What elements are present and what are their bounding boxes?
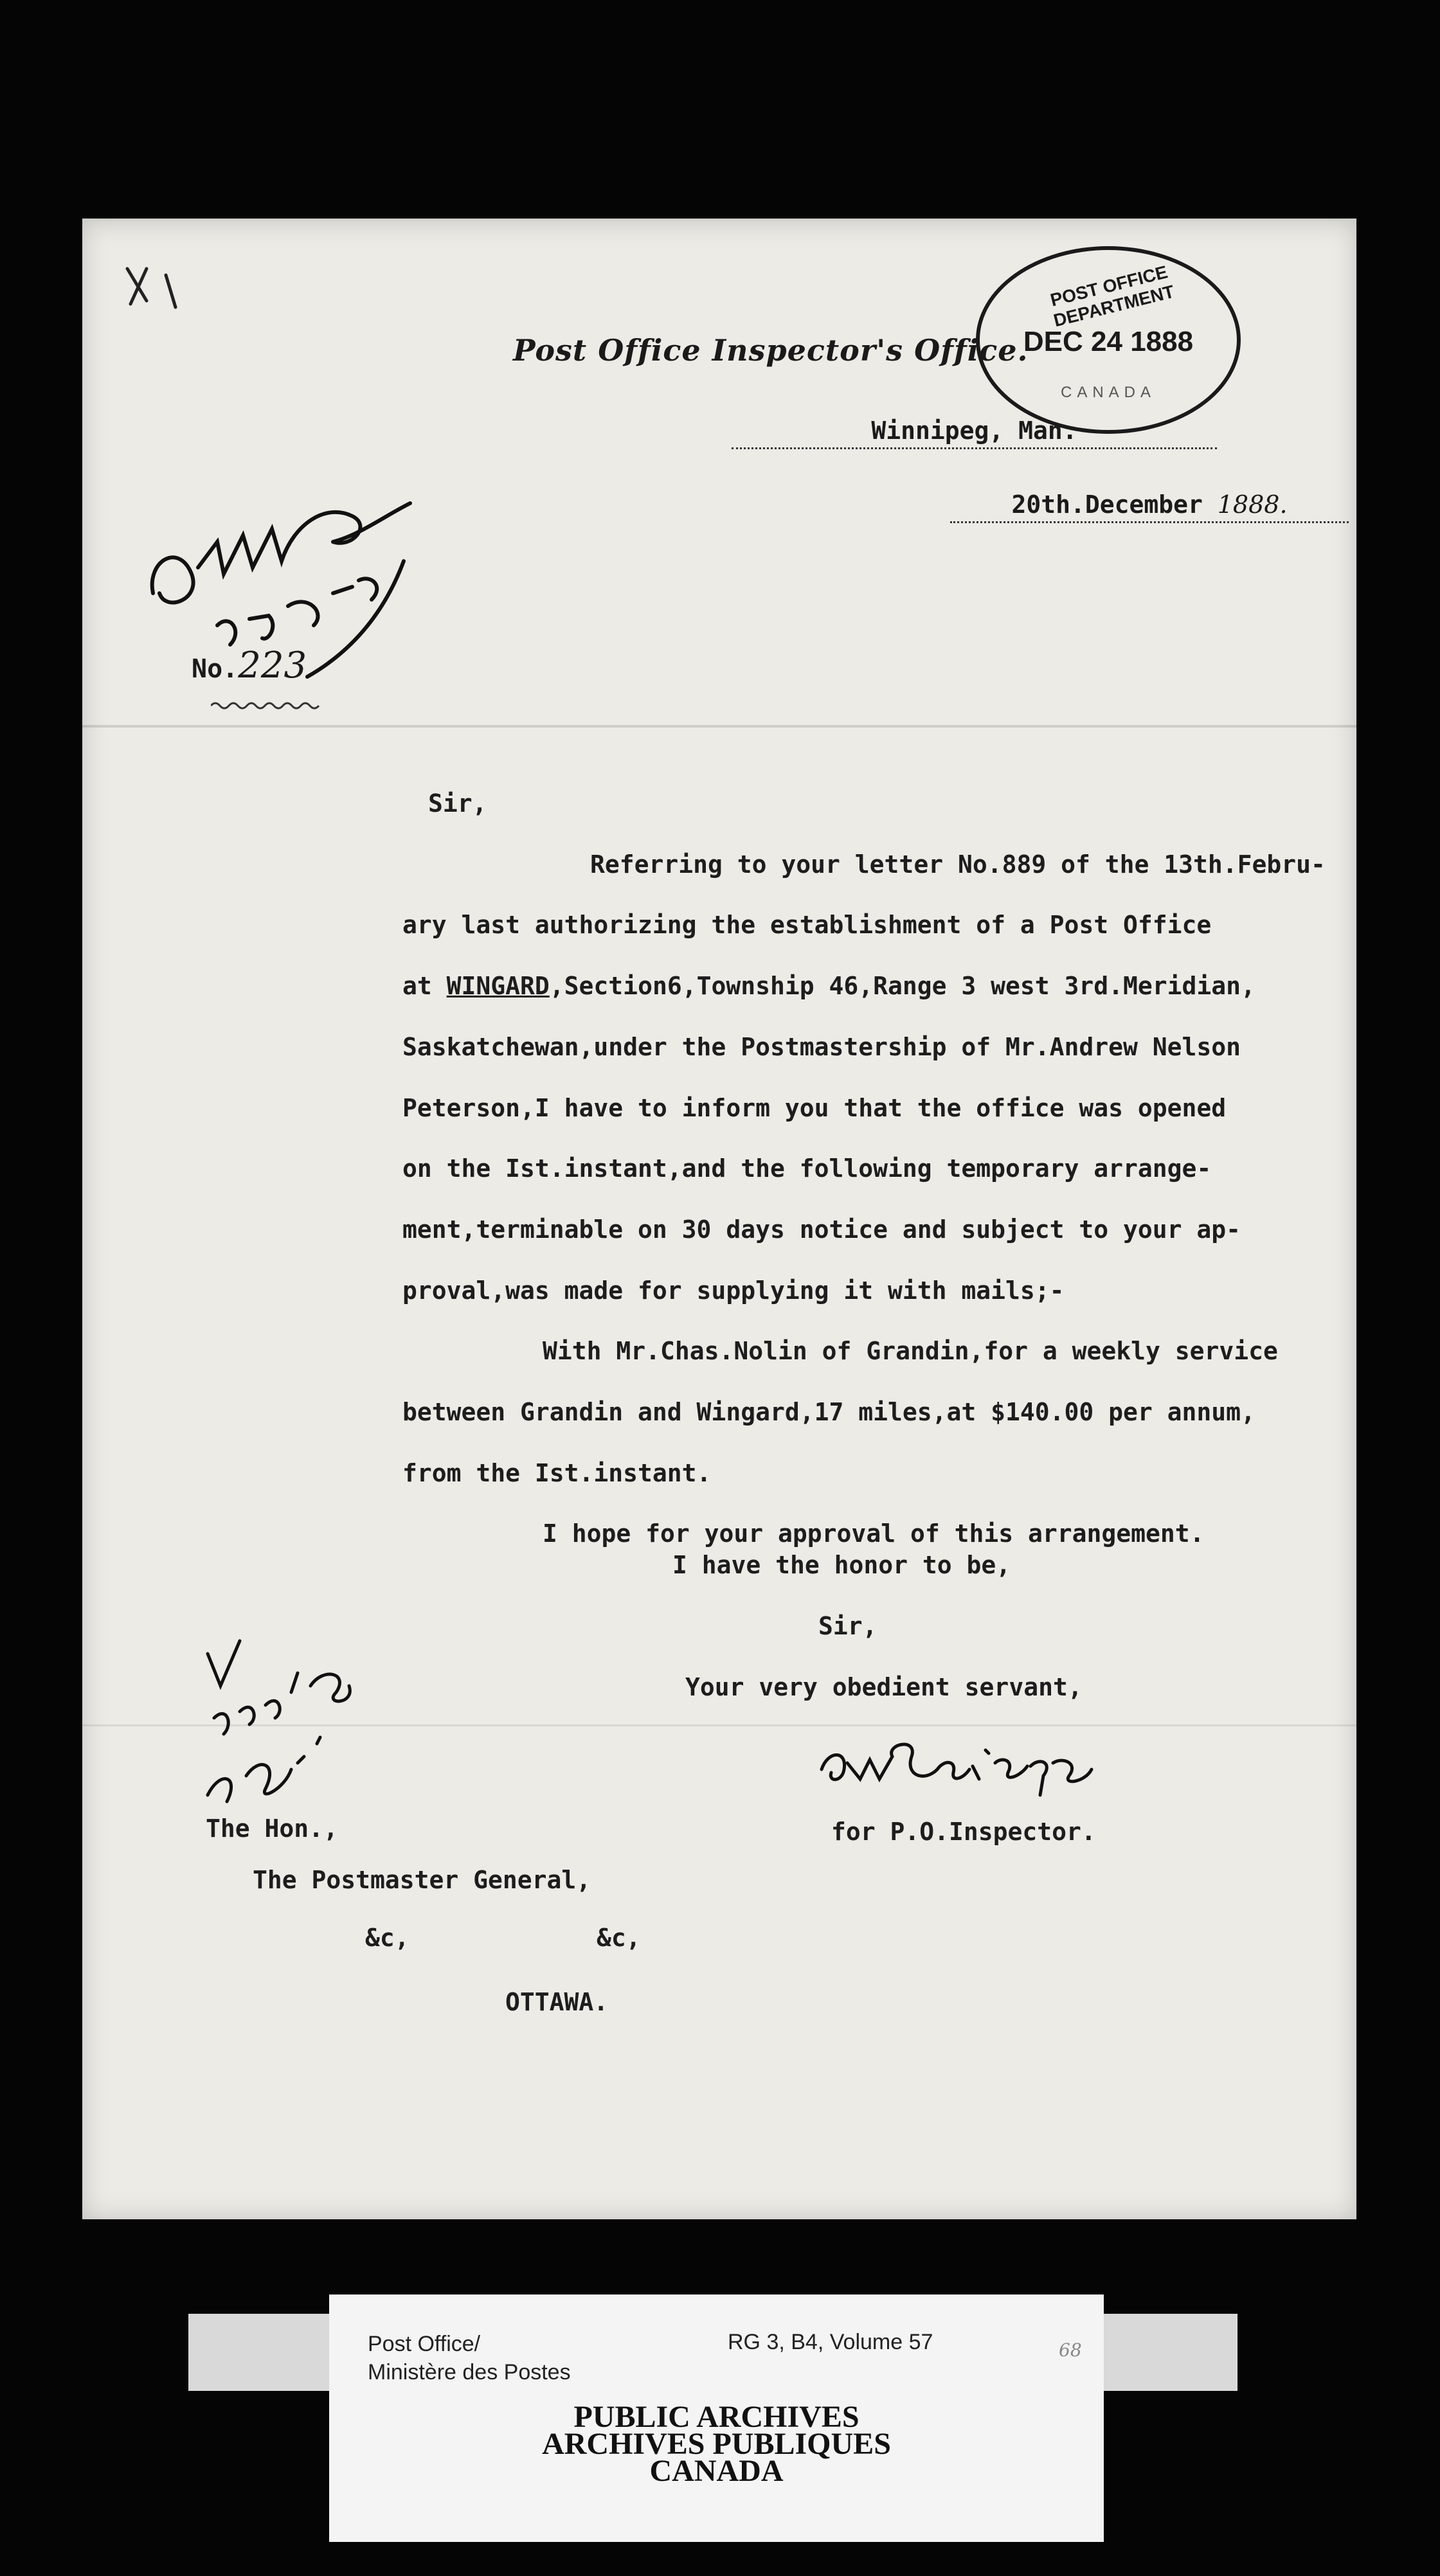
reference-underline-squiggle (211, 699, 327, 712)
stamp-country: CANADA (1060, 384, 1156, 401)
archives-department (368, 2330, 571, 2386)
body-line-4: Saskatchewan,under the Postmastership of Mr.Andrew Nelson (402, 1032, 1241, 1061)
corner-pencil-mark (121, 256, 192, 314)
body-line-12: I hope for your approval of this arrangement. (543, 1519, 1205, 1548)
address-city: OTTAWA. (505, 1988, 609, 2016)
archives-title-en: PUBLIC ARCHIVES (573, 2400, 860, 2434)
address-line-2: The Postmaster General, (253, 1866, 591, 1894)
handwritten-annotation-margin (195, 1628, 375, 1834)
address-etc-2: &c, (597, 1924, 641, 1952)
letter-date (950, 490, 1349, 523)
address-line-1: The Hon., (206, 1814, 338, 1843)
archives-title-country: CANADA (649, 2454, 784, 2488)
signer-title: for P.O.Inspector. (831, 1818, 1096, 1846)
body-line-3 (402, 956, 1328, 1017)
body-line-3-rest: ,Section6,Township 46,Range 3 west 3rd.Meridian, (549, 972, 1256, 1001)
closing-honor: I have the honor to be, (672, 1551, 1011, 1579)
reference-prefix: No. (192, 654, 239, 684)
archives-title (329, 2400, 1104, 2488)
body-line-3-prefix: at (402, 972, 447, 1001)
archives-pencil-note: 68 (1059, 2339, 1082, 2361)
body-line-8: proval,was made for supplying it with mails;- (402, 1276, 1065, 1305)
archives-label (329, 2294, 1104, 2542)
body-line-2: ary last authorizing the establishment of a Post Office (402, 911, 1212, 940)
body-line-1: Referring to your letter No.889 of the 13th.Febru- (590, 850, 1326, 879)
letterhead-office: Post Office Inspector's Office. (513, 333, 1029, 368)
department-fr: Ministère des Postes (368, 2360, 571, 2384)
received-stamp (976, 246, 1241, 434)
signature (809, 1724, 1143, 1802)
archives-reference: RG 3, B4, Volume 57 (728, 2330, 933, 2354)
closing-servant: Your very obedient servant, (685, 1673, 1083, 1701)
body-line-5: Peterson,I have to inform you that the office was opened (402, 1093, 1227, 1122)
body-line-9: With Mr.Chas.Nolin of Grandin,for a weekly service (543, 1337, 1278, 1366)
letter-place: Winnipeg, Man. (732, 416, 1217, 449)
salutation: Sir, (428, 789, 487, 818)
stamp-department: POST OFFICE DEPARTMENT (1048, 262, 1176, 331)
letter-date-typed: 20th.December (1011, 490, 1203, 519)
letter-date-year: 1888. (1217, 490, 1288, 519)
letter-sheet (82, 219, 1356, 2219)
archives-title-fr: ARCHIVES PUBLIQUES (542, 2427, 891, 2461)
body-line-11: from the Ist.instant. (402, 1458, 712, 1487)
reference-number (192, 645, 307, 686)
letter-body (402, 773, 1328, 1564)
body-line-7: ment,terminable on 30 days notice and subject to your ap- (402, 1215, 1241, 1244)
place-name-wingard: WINGARD (446, 972, 550, 1001)
stamp-date: DEC 24 1888 (1023, 326, 1194, 357)
department-en: Post Office/ (368, 2332, 481, 2356)
body-line-10: between Grandin and Wingard,17 miles,at $140.00 per annum, (402, 1398, 1256, 1427)
body-line-6: on the Ist.instant,and the following temporary arrange- (402, 1154, 1212, 1183)
address-etc-1: &c, (365, 1924, 410, 1952)
reference-value: 223 (238, 645, 307, 686)
closing-sir: Sir, (818, 1612, 878, 1640)
